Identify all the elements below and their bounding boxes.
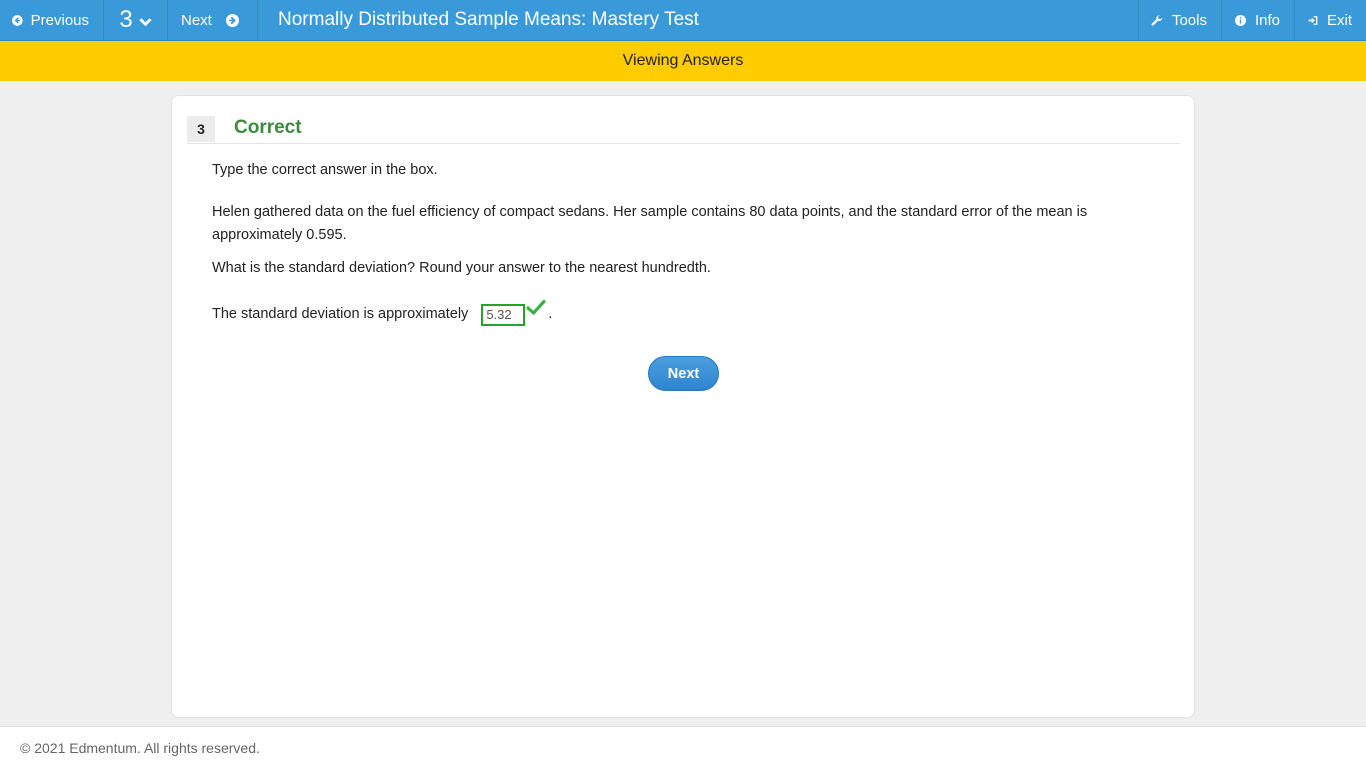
question-number-dropdown[interactable] xyxy=(104,0,168,40)
wrench-icon xyxy=(1151,14,1163,27)
top-navigation-bar xyxy=(0,0,1366,41)
arrow-right-circle-icon xyxy=(226,14,239,27)
answer-input[interactable]: 5.32 xyxy=(481,304,525,326)
banner-text: Viewing Answers xyxy=(622,52,744,69)
arrow-left-circle-icon xyxy=(12,14,23,27)
copyright-text: © 2021 Edmentum. All rights reserved. xyxy=(20,739,260,756)
info-circle-icon xyxy=(1235,14,1246,27)
answer-status: Correct xyxy=(234,117,302,138)
checkmark-icon xyxy=(526,299,546,317)
question-number-badge: 3 xyxy=(187,116,215,142)
tools-button[interactable] xyxy=(1138,0,1221,40)
info-button[interactable] xyxy=(1221,0,1294,40)
next-button[interactable]: Next xyxy=(648,356,719,391)
exit-button[interactable] xyxy=(1294,0,1366,40)
question-text: Helen gathered data on the fuel efficiency of compact sedans. Her sample contains 80 data points, and the standard error of the mean is approximately 0.595. xyxy=(212,204,1088,243)
tools-label: Tools xyxy=(1171,11,1207,29)
answer-line xyxy=(212,303,552,326)
info-label: Info xyxy=(1254,11,1280,29)
answer-suffix: . xyxy=(548,306,553,322)
chevron-down-icon xyxy=(139,17,152,27)
question-instruction: Type the correct answer in the box. xyxy=(212,162,438,178)
next-label: Next xyxy=(181,11,212,29)
exit-label: Exit xyxy=(1326,11,1352,29)
question-prompt: What is the standard deviation? Round your answer to the nearest hundredth. xyxy=(212,260,711,276)
question-header xyxy=(187,115,1180,144)
sign-in-icon xyxy=(1308,14,1318,27)
previous-button[interactable] xyxy=(0,0,104,40)
previous-label: Previous xyxy=(30,11,89,29)
next-question-button[interactable] xyxy=(168,0,258,40)
viewing-answers-banner xyxy=(0,41,1366,81)
answer-prefix: The standard deviation is approximately xyxy=(212,306,469,322)
test-title: Normally Distributed Sample Means: Mastery Test xyxy=(278,9,699,30)
question-number-label: 3 xyxy=(119,6,133,33)
footer xyxy=(0,726,1366,768)
question-card xyxy=(171,95,1195,718)
